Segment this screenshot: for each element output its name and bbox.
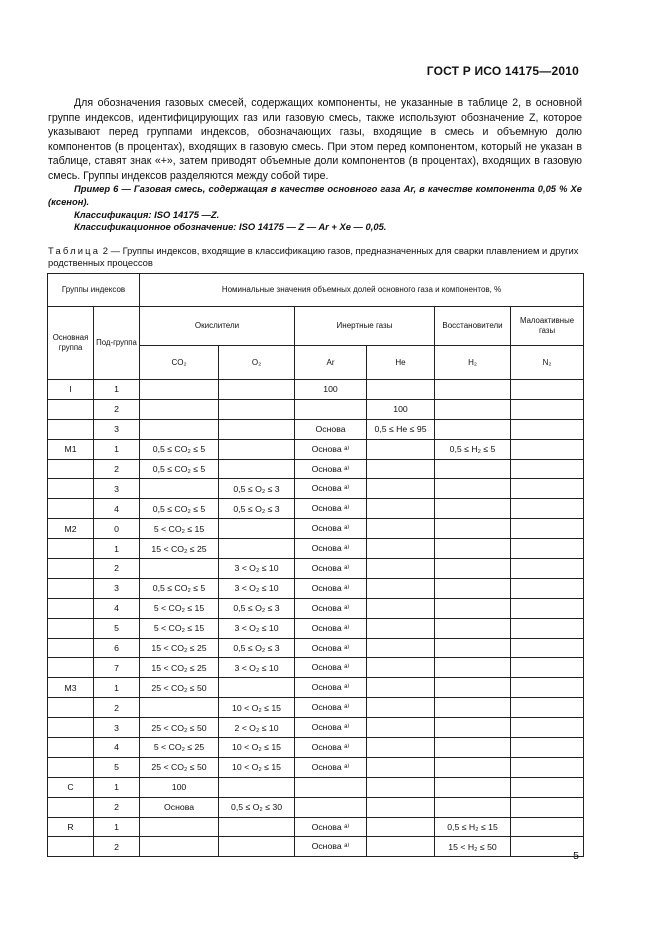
cell-o2: 3 < O₂ ≤ 10 <box>219 578 295 598</box>
cell-sub-group: 1 <box>94 439 140 459</box>
cell-main-group <box>48 698 94 718</box>
cell-co2: 25 < CO₂ ≤ 50 <box>140 757 219 777</box>
cell-n2 <box>511 618 584 638</box>
table-row <box>48 419 584 439</box>
cell-n2 <box>511 439 584 459</box>
table-row <box>48 479 584 499</box>
cell-o2: 3 < O₂ ≤ 10 <box>219 658 295 678</box>
cell-sub-group: 1 <box>94 817 140 837</box>
cell-ar: Основа ᵃ⁾ <box>295 519 367 539</box>
cell-n2 <box>511 638 584 658</box>
table-row <box>48 698 584 718</box>
table-row <box>48 399 584 419</box>
cell-co2 <box>140 559 219 579</box>
cell-h2 <box>435 598 511 618</box>
intro-paragraph <box>48 96 582 184</box>
header-gas-o2: O₂ <box>219 346 295 380</box>
cell-o2 <box>219 837 295 857</box>
cell-n2 <box>511 578 584 598</box>
header-sub-group: Под-группа <box>94 307 140 380</box>
cell-co2: 15 < CO₂ ≤ 25 <box>140 638 219 658</box>
cell-n2 <box>511 380 584 400</box>
cell-sub-group: 1 <box>94 380 140 400</box>
cell-n2 <box>511 757 584 777</box>
cell-h2 <box>435 578 511 598</box>
table-row <box>48 578 584 598</box>
cell-o2: 10 < O₂ ≤ 15 <box>219 757 295 777</box>
cell-co2 <box>140 837 219 857</box>
cell-n2 <box>511 459 584 479</box>
cell-ar: Основа ᵃ⁾ <box>295 817 367 837</box>
cell-main-group: R <box>48 817 94 837</box>
cell-o2 <box>219 399 295 419</box>
cell-h2 <box>435 499 511 519</box>
cell-he <box>367 777 435 797</box>
cell-co2: 15 < CO₂ ≤ 25 <box>140 658 219 678</box>
cell-h2: 15 < H₂ ≤ 50 <box>435 837 511 857</box>
cell-o2: 0,5 ≤ O₂ ≤ 3 <box>219 479 295 499</box>
cell-he <box>367 559 435 579</box>
cell-he <box>367 738 435 758</box>
cell-co2: 25 < CO₂ ≤ 50 <box>140 718 219 738</box>
cell-sub-group: 2 <box>94 459 140 479</box>
cell-sub-group: 4 <box>94 598 140 618</box>
cell-he <box>367 817 435 837</box>
header-low-active-gases: Малоактивные газы <box>511 307 584 346</box>
cell-co2: Основа <box>140 797 219 817</box>
cell-sub-group: 4 <box>94 738 140 758</box>
cell-sub-group: 2 <box>94 837 140 857</box>
cell-sub-group: 7 <box>94 658 140 678</box>
header-inert-gases: Инертные газы <box>295 307 435 346</box>
cell-he <box>367 757 435 777</box>
page-number: 5 <box>573 850 579 862</box>
cell-co2 <box>140 698 219 718</box>
cell-ar: Основа ᵃ⁾ <box>295 559 367 579</box>
cell-o2 <box>219 539 295 559</box>
cell-main-group <box>48 499 94 519</box>
cell-main-group <box>48 459 94 479</box>
cell-he <box>367 439 435 459</box>
table-row <box>48 777 584 797</box>
cell-h2 <box>435 738 511 758</box>
cell-main-group: M1 <box>48 439 94 459</box>
table-caption-text: 2 — Группы индексов, входящие в классификацию газов, предназначенных для сварки плавлением и других родственных процессов <box>48 245 579 268</box>
table-row <box>48 380 584 400</box>
gas-index-table <box>47 273 584 857</box>
cell-o2: 10 < O₂ ≤ 15 <box>219 698 295 718</box>
cell-ar: Основа ᵃ⁾ <box>295 698 367 718</box>
table-row <box>48 678 584 698</box>
cell-h2 <box>435 757 511 777</box>
cell-he <box>367 459 435 479</box>
cell-he <box>367 658 435 678</box>
cell-co2: 100 <box>140 777 219 797</box>
table-row <box>48 598 584 618</box>
cell-h2 <box>435 519 511 539</box>
header-gas-co2: CO₂ <box>140 346 219 380</box>
header-reducers: Восстановители <box>435 307 511 346</box>
cell-main-group: M2 <box>48 519 94 539</box>
cell-main-group <box>48 618 94 638</box>
cell-main-group <box>48 559 94 579</box>
cell-h2 <box>435 559 511 579</box>
cell-o2 <box>219 459 295 479</box>
cell-ar: Основа ᵃ⁾ <box>295 757 367 777</box>
cell-main-group <box>48 399 94 419</box>
header-gas-h2: H₂ <box>435 346 511 380</box>
cell-co2 <box>140 479 219 499</box>
cell-ar: Основа ᵃ⁾ <box>295 618 367 638</box>
cell-h2: 0,5 ≤ H₂ ≤ 15 <box>435 817 511 837</box>
cell-n2 <box>511 559 584 579</box>
cell-he <box>367 539 435 559</box>
header-nominal-values: Номинальные значения объемных долей основного газа и компонентов, % <box>140 274 584 307</box>
cell-co2: 5 < CO₂ ≤ 15 <box>140 519 219 539</box>
cell-co2: 5 < CO₂ ≤ 25 <box>140 738 219 758</box>
cell-ar <box>295 399 367 419</box>
table-row <box>48 797 584 817</box>
header-gas-n2: N₂ <box>511 346 584 380</box>
cell-he: 100 <box>367 399 435 419</box>
cell-ar: Основа ᵃ⁾ <box>295 718 367 738</box>
cell-o2 <box>219 419 295 439</box>
cell-main-group <box>48 638 94 658</box>
cell-co2: 0,5 ≤ CO₂ ≤ 5 <box>140 499 219 519</box>
cell-he <box>367 678 435 698</box>
cell-he <box>367 837 435 857</box>
cell-sub-group: 1 <box>94 777 140 797</box>
cell-co2: 15 < CO₂ ≤ 25 <box>140 539 219 559</box>
cell-n2 <box>511 539 584 559</box>
cell-he <box>367 638 435 658</box>
cell-main-group <box>48 419 94 439</box>
cell-he <box>367 598 435 618</box>
cell-o2: 2 < O₂ ≤ 10 <box>219 718 295 738</box>
cell-he <box>367 578 435 598</box>
cell-o2: 0,5 ≤ O₂ ≤ 3 <box>219 499 295 519</box>
cell-o2 <box>219 817 295 837</box>
cell-o2 <box>219 777 295 797</box>
cell-main-group <box>48 479 94 499</box>
cell-h2 <box>435 399 511 419</box>
cell-co2: 25 < CO₂ ≤ 50 <box>140 678 219 698</box>
cell-n2 <box>511 718 584 738</box>
intro-text: Для обозначения газовых смесей, содержащих компоненты, не указанные в таблице 2, в основной группе индексов, идентифицирующих газ или газовую смесь, также используют обозначение Z, которое указывают перед группами индексов, обозначающих газы, входящие в смесь и объемную долю компонентов (в процентах), входящих в газовую смесь. При этом перед компонентом, который не указан в таблице, ставят знак «+», затем приводят объемные доли компонентов (в процентах), входящих в газовую смесь. Группы индексов разделяются между собой тире. <box>48 97 582 182</box>
cell-h2 <box>435 380 511 400</box>
cell-main-group <box>48 837 94 857</box>
cell-h2 <box>435 797 511 817</box>
table-row <box>48 539 584 559</box>
cell-n2 <box>511 678 584 698</box>
cell-o2 <box>219 380 295 400</box>
example-line-2: Классификация: ISO 14175 —Z. <box>74 208 220 220</box>
cell-n2 <box>511 519 584 539</box>
table-row <box>48 817 584 837</box>
cell-co2: 0,5 ≤ CO₂ ≤ 5 <box>140 439 219 459</box>
cell-h2 <box>435 698 511 718</box>
header-main-group: Основная группа <box>48 307 94 380</box>
table-row <box>48 837 584 857</box>
cell-o2: 10 < O₂ ≤ 15 <box>219 738 295 758</box>
cell-o2: 0,5 ≤ O₂ ≤ 3 <box>219 598 295 618</box>
header-gas-he: He <box>367 346 435 380</box>
cell-main-group <box>48 658 94 678</box>
cell-sub-group: 5 <box>94 618 140 638</box>
table-row <box>48 658 584 678</box>
cell-sub-group: 3 <box>94 479 140 499</box>
cell-ar: Основа ᵃ⁾ <box>295 539 367 559</box>
cell-he <box>367 380 435 400</box>
cell-ar: Основа ᵃ⁾ <box>295 638 367 658</box>
example-block <box>48 183 582 234</box>
cell-co2 <box>140 399 219 419</box>
cell-h2 <box>435 638 511 658</box>
cell-n2 <box>511 499 584 519</box>
cell-h2 <box>435 678 511 698</box>
cell-n2 <box>511 658 584 678</box>
cell-sub-group: 3 <box>94 419 140 439</box>
table-caption <box>48 245 582 268</box>
cell-co2: 0,5 ≤ CO₂ ≤ 5 <box>140 578 219 598</box>
cell-sub-group: 3 <box>94 578 140 598</box>
cell-ar: Основа ᵃ⁾ <box>295 658 367 678</box>
cell-ar: Основа ᵃ⁾ <box>295 837 367 857</box>
cell-h2 <box>435 479 511 499</box>
cell-n2 <box>511 399 584 419</box>
cell-ar: 100 <box>295 380 367 400</box>
cell-main-group <box>48 797 94 817</box>
cell-main-group: I <box>48 380 94 400</box>
cell-he <box>367 698 435 718</box>
cell-he <box>367 519 435 539</box>
cell-he <box>367 479 435 499</box>
cell-co2: 0,5 ≤ CO₂ ≤ 5 <box>140 459 219 479</box>
table-row <box>48 519 584 539</box>
cell-main-group <box>48 539 94 559</box>
document-header: ГОСТ Р ИСО 14175—2010 <box>426 64 579 78</box>
cell-ar: Основа ᵃ⁾ <box>295 439 367 459</box>
cell-o2: 3 < O₂ ≤ 10 <box>219 559 295 579</box>
table-row <box>48 718 584 738</box>
cell-main-group: C <box>48 777 94 797</box>
cell-ar: Основа ᵃ⁾ <box>295 578 367 598</box>
cell-h2 <box>435 777 511 797</box>
cell-o2 <box>219 678 295 698</box>
cell-sub-group: 3 <box>94 718 140 738</box>
cell-co2: 5 < CO₂ ≤ 15 <box>140 598 219 618</box>
table-row <box>48 459 584 479</box>
cell-main-group <box>48 598 94 618</box>
cell-sub-group: 1 <box>94 539 140 559</box>
cell-sub-group: 4 <box>94 499 140 519</box>
header-gas-ar: Ar <box>295 346 367 380</box>
cell-co2 <box>140 817 219 837</box>
cell-main-group: M3 <box>48 678 94 698</box>
cell-n2 <box>511 419 584 439</box>
cell-ar: Основа ᵃ⁾ <box>295 459 367 479</box>
table-caption-label: Таблица <box>48 245 101 256</box>
cell-sub-group: 6 <box>94 638 140 658</box>
table-row <box>48 499 584 519</box>
cell-ar: Основа ᵃ⁾ <box>295 678 367 698</box>
cell-main-group <box>48 578 94 598</box>
cell-co2 <box>140 380 219 400</box>
cell-h2 <box>435 618 511 638</box>
cell-ar: Основа ᵃ⁾ <box>295 479 367 499</box>
cell-sub-group: 5 <box>94 757 140 777</box>
cell-he: 0,5 ≤ He ≤ 95 <box>367 419 435 439</box>
cell-ar: Основа <box>295 419 367 439</box>
cell-n2 <box>511 698 584 718</box>
cell-main-group <box>48 757 94 777</box>
cell-o2 <box>219 439 295 459</box>
cell-ar: Основа ᵃ⁾ <box>295 499 367 519</box>
cell-o2: 0,5 ≤ O₂ ≤ 30 <box>219 797 295 817</box>
table-row <box>48 638 584 658</box>
cell-sub-group: 1 <box>94 678 140 698</box>
cell-n2 <box>511 598 584 618</box>
header-index-groups: Группы индексов <box>48 274 140 307</box>
cell-he <box>367 797 435 817</box>
cell-n2 <box>511 817 584 837</box>
table-row <box>48 559 584 579</box>
cell-n2 <box>511 797 584 817</box>
example-line-1: Пример 6 — Газовая смесь, содержащая в качестве основного газа Ar, в качестве компонента 0,05 % Xe (ксенон). <box>48 183 582 207</box>
cell-n2 <box>511 777 584 797</box>
cell-n2 <box>511 738 584 758</box>
cell-main-group <box>48 738 94 758</box>
cell-n2 <box>511 479 584 499</box>
cell-main-group <box>48 718 94 738</box>
table-row <box>48 757 584 777</box>
cell-h2 <box>435 658 511 678</box>
cell-sub-group: 2 <box>94 559 140 579</box>
cell-sub-group: 2 <box>94 698 140 718</box>
cell-h2 <box>435 718 511 738</box>
cell-co2: 5 < CO₂ ≤ 15 <box>140 618 219 638</box>
cell-co2 <box>140 419 219 439</box>
cell-sub-group: 2 <box>94 797 140 817</box>
cell-he <box>367 499 435 519</box>
cell-ar: Основа ᵃ⁾ <box>295 738 367 758</box>
cell-ar <box>295 777 367 797</box>
cell-ar: Основа ᵃ⁾ <box>295 598 367 618</box>
cell-o2 <box>219 519 295 539</box>
cell-sub-group: 2 <box>94 399 140 419</box>
cell-ar <box>295 797 367 817</box>
cell-h2: 0,5 ≤ H₂ ≤ 5 <box>435 439 511 459</box>
cell-he <box>367 618 435 638</box>
cell-o2: 0,5 ≤ O₂ ≤ 3 <box>219 638 295 658</box>
table-row <box>48 439 584 459</box>
cell-h2 <box>435 459 511 479</box>
cell-sub-group: 0 <box>94 519 140 539</box>
cell-h2 <box>435 419 511 439</box>
cell-o2: 3 < O₂ ≤ 10 <box>219 618 295 638</box>
cell-h2 <box>435 539 511 559</box>
header-oxidizers: Окислители <box>140 307 295 346</box>
example-line-3: Классификационное обозначение: ISO 14175 — Z — Ar + Xe — 0,05. <box>74 221 387 233</box>
table-row <box>48 738 584 758</box>
cell-he <box>367 718 435 738</box>
table-row <box>48 618 584 638</box>
